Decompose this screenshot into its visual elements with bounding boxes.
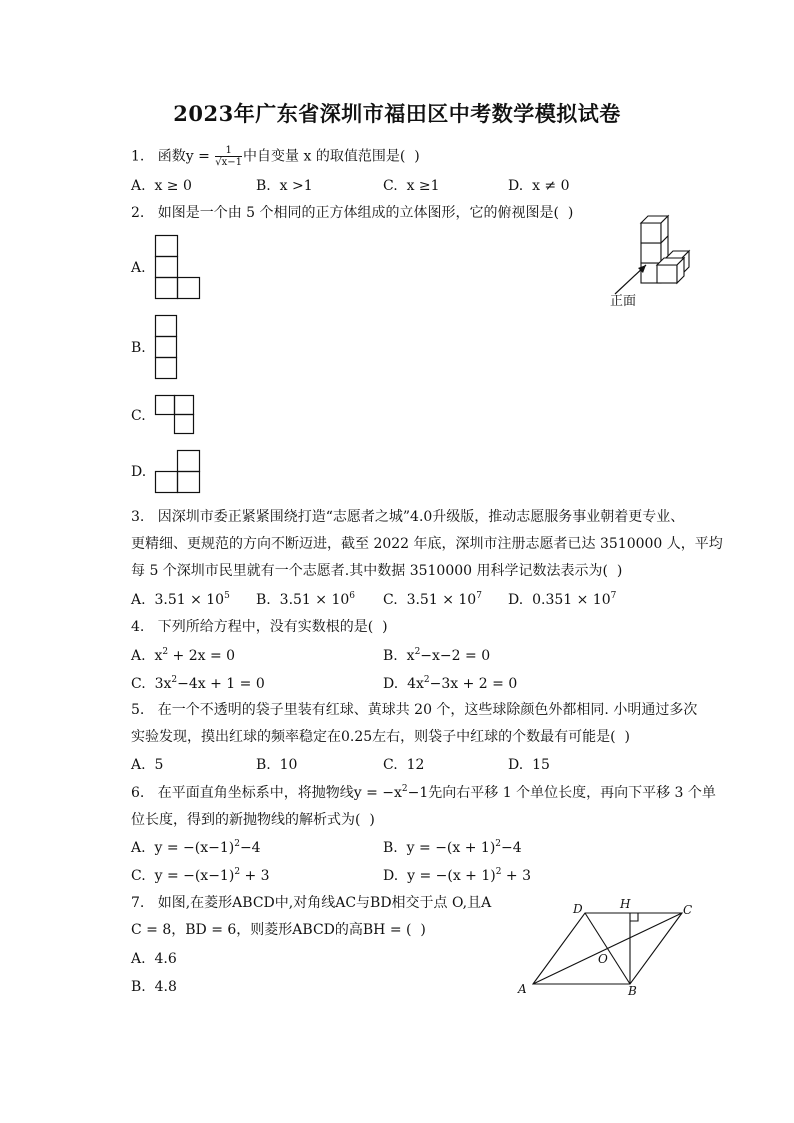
option-b: B. $3.51 \times 10^6$ xyxy=(256,591,356,608)
question-5 xyxy=(131,701,697,719)
question-7 xyxy=(131,894,491,912)
option-d: D. 15 xyxy=(508,757,550,773)
page-title: 2023年广东省深圳市福田区中考数学模拟试卷 xyxy=(173,101,621,126)
question-number: 4. xyxy=(131,619,145,635)
fraction: $\frac{1}{√x-1}$ xyxy=(215,145,243,168)
option-a: A. $y = -(x-1)^2-4$ xyxy=(131,839,261,856)
point-label-h: H xyxy=(620,897,631,911)
option-b: B. $y = -(x + 1)^2-4$ xyxy=(383,839,522,856)
question-number: 2. xyxy=(131,205,145,221)
question-text: 下列所给方程中，没有实数根的是( ) xyxy=(157,619,388,635)
option-c: C. $3x^2-4x + 1 = 0$ xyxy=(131,675,265,692)
vertex-label-c: C xyxy=(683,903,693,917)
question-text: 如图是一个由 5 个相同的正方体组成的立体图形，它的俯视图是( ) xyxy=(157,205,574,221)
option-a: A. $x^2 + 2x = 0$ xyxy=(131,647,236,664)
option-c: C. $y = -(x-1)^2 + 3$ xyxy=(131,867,270,884)
option-d: D. x ≠ 0 xyxy=(508,178,570,194)
view-option-b xyxy=(155,315,179,379)
vertex-label-d: D xyxy=(573,902,583,916)
point-label-o: O xyxy=(598,952,608,966)
question-text: C = 8，BD = 6，则菱形ABCD的高BH = ( ) xyxy=(131,922,426,938)
question-text: 在一个不透明的袋子里装有红球、黄球共 20 个，这些球除颜色外都相同. 小明通过多次 xyxy=(157,702,698,718)
option-a: A. 5 xyxy=(131,757,164,773)
option-b: B. x >1 xyxy=(256,178,313,194)
option-b: B. $x^2-x-2 = 0$ xyxy=(383,647,491,664)
question-number: 5. xyxy=(131,702,145,718)
option-d: D. xyxy=(131,464,147,480)
view-option-c xyxy=(155,395,195,435)
option-b: B. xyxy=(131,340,146,356)
question-number: 1. xyxy=(131,148,145,165)
question-6: 6. 在平面直角坐标系中，将抛物线$y = -x^2-1$先向右平移 1 个单位长度，再向下平移 3 个单 xyxy=(131,784,716,801)
question-2 xyxy=(131,204,573,222)
vertex-label-a: A xyxy=(518,982,527,996)
view-option-a xyxy=(155,235,201,299)
question-text: 在平面直角坐标系中，将抛物线y = −x xyxy=(157,785,402,801)
option-c: C. $3.51 \times 10^7$ xyxy=(383,591,482,608)
question-number: 7. xyxy=(131,895,145,911)
question-text: 每 5 个深圳市民里就有一个志愿者.其中数据 3510000 用科学记数法表示为( ) xyxy=(131,563,623,579)
option-d: D. $0.351 \times 10^7$ xyxy=(508,591,617,608)
figure-label-front: 正面 xyxy=(610,294,637,309)
question-text: 位长度，得到的新抛物线的解析式为( ) xyxy=(131,812,375,828)
question-text: 如图,在菱形ABCD中,对角线AC与BD相交于点 O,且A xyxy=(157,895,492,911)
question-1 xyxy=(131,145,420,168)
rhombus-figure xyxy=(515,895,705,1000)
question-text: 因深圳市委正紧紧围绕打造“志愿者之城”4.0升级版，推动志愿服务事业朝着更专业、 xyxy=(157,509,685,525)
option-a: A. x ≥ 0 xyxy=(131,178,192,194)
option-b: B. 10 xyxy=(256,757,298,773)
option-c: C. 12 xyxy=(383,757,425,773)
option-a: A. 4.6 xyxy=(131,951,177,967)
option-d: D. $y = -(x + 1)^2 + 3$ xyxy=(383,867,532,884)
view-option-d xyxy=(155,450,201,494)
question-text: −1先向右平移 1 个单位长度，再向下平移 3 个单 xyxy=(407,785,716,801)
option-a: A. $3.51 \times 10^5$ xyxy=(131,591,230,608)
question-text: 中自变量 x 的取值范围是( ) xyxy=(243,148,420,165)
question-4 xyxy=(131,618,388,636)
vertex-label-b: B xyxy=(628,984,637,998)
option-b: B. 4.8 xyxy=(131,979,177,995)
option-a: A. xyxy=(131,260,146,276)
option-d: D. $4x^2-3x + 2 = 0$ xyxy=(383,675,518,692)
question-text: 更精细、更规范的方向不断迈进，截至 2022 年底，深圳市注册志愿者已达 3510000 人，平均 xyxy=(131,536,723,552)
question-number: 3. xyxy=(131,509,145,525)
option-c: C. xyxy=(131,408,146,424)
question-3 xyxy=(131,508,684,526)
question-text: 函数y = xyxy=(157,148,215,165)
question-text: 实验发现，摸出红球的频率稳定在0.25左右，则袋子中红球的个数最有可能是( ) xyxy=(131,729,630,745)
question-number: 6. xyxy=(131,785,145,801)
option-c: C. x ≥1 xyxy=(383,178,440,194)
